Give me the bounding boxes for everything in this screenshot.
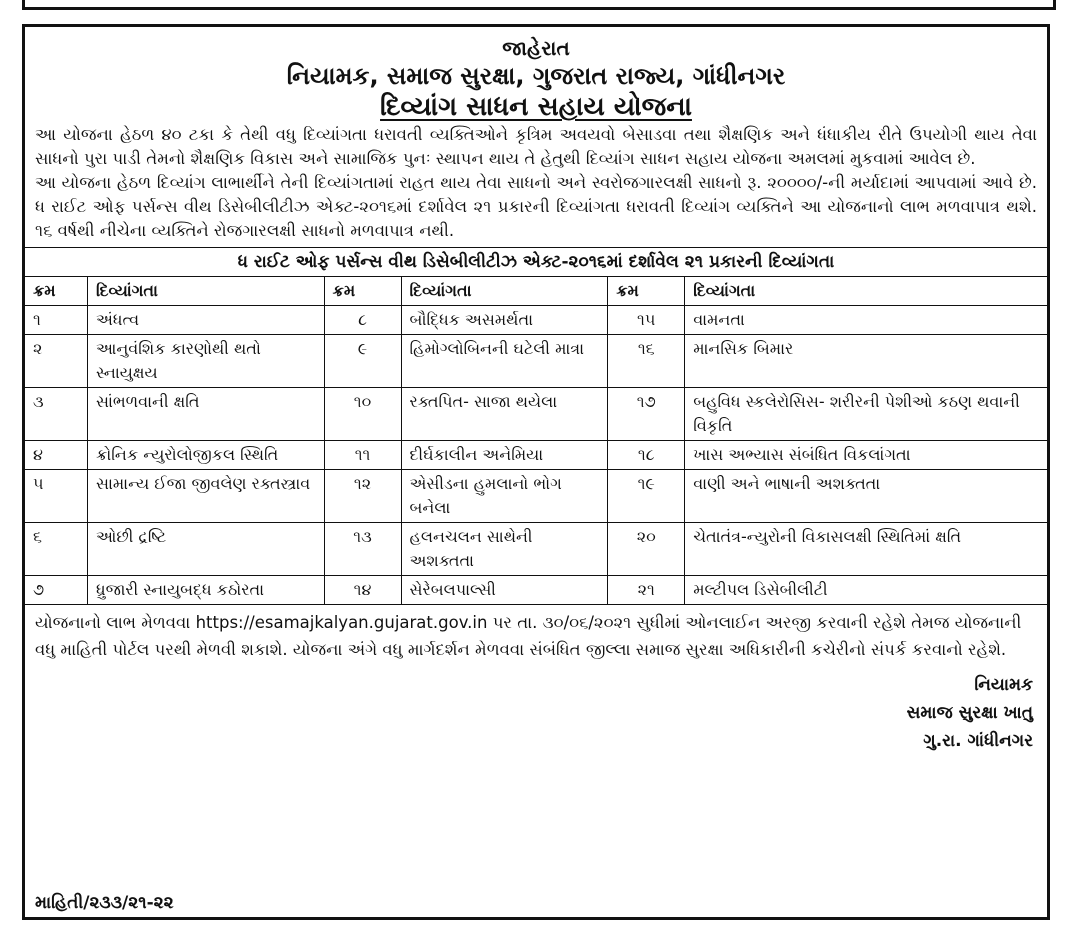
intro-paragraph-2: આ યોજના હેઠળ દિવ્યાંગ લાભાર્થીને તેની દિવ્યાંગતામાં રાહત થાય તેવા સાધનો અને સ્વરોજગારલક્ષી સાધનો રૂ. ૨૦૦૦૦/-ની મર્યાદામાં આપવામાં આવે છે. ધ રાઈટ ઓફ પર્સન્સ વીથ ડિસેબીલીટીઝ એક્ટ-૨૦૧૬માં દર્શાવેલ ૨૧ પ્રકારની દિવ્યાંગતા ધરાવતી દિવ્યાંગ વ્યક્તિને આ યોજનાનો લાભ મળવાપાત્ર થશે. ૧૬ વર્ષથી નીચેના વ્યક્તિને રોજગારલક્ષી સાધનો મળવાપાત્ર નથી. xyxy=(35,173,1037,240)
disability-name: માનસિક બિમાર xyxy=(685,335,1047,388)
previous-ad-border xyxy=(0,0,1080,14)
disability-name: ઓછી દ્રષ્ટિ xyxy=(88,523,325,576)
disability-name: વામનતા xyxy=(685,306,1047,335)
disability-name: બૌદ્ધિક અસમર્થતા xyxy=(401,306,608,335)
portal-link[interactable]: https://esamajkalyan.gujarat.gov.in xyxy=(195,613,488,632)
serial-number: ૧૭ xyxy=(608,388,685,441)
disability-table xyxy=(25,247,1047,605)
table-header-row xyxy=(25,277,1047,306)
serial-number: ૧૯ xyxy=(608,470,685,523)
serial-number: ૬ xyxy=(25,523,88,576)
signature-block xyxy=(25,671,1047,755)
serial-number: ૨૦ xyxy=(608,523,685,576)
serial-number: ૯ xyxy=(324,335,401,388)
table-row xyxy=(25,388,1047,441)
header xyxy=(25,35,1047,123)
table-row xyxy=(25,576,1047,605)
department-title: નિયામક, સમાજ સુરક્ષા, ગુજરાત રાજ્ય, ગાંધીનગર xyxy=(286,62,786,90)
table-caption: ધ રાઈટ ઓફ પર્સન્સ વીથ ડિસેબીલીટીઝ એક્ટ-૨૦૧૬માં દર્શાવેલ ૨૧ પ્રકારની દિવ્યાંગતા xyxy=(25,248,1047,277)
serial-number: ૧૦ xyxy=(324,388,401,441)
disability-name: હિમોગ્લોબિનની ઘટેલી માત્રા xyxy=(401,335,608,388)
serial-number: ૨ xyxy=(25,335,88,388)
disability-name: દીર્ઘકાલીન અનેમિયા xyxy=(401,441,608,470)
serial-number: ૫ xyxy=(25,470,88,523)
serial-number: ૧૬ xyxy=(608,335,685,388)
col-header-no: ક્રમ xyxy=(25,277,88,306)
serial-number: ૮ xyxy=(324,306,401,335)
notice-label: જાહેરાત xyxy=(502,36,570,60)
serial-number: ૨૧ xyxy=(608,576,685,605)
serial-number: ૩ xyxy=(25,388,88,441)
serial-number: ૧૨ xyxy=(324,470,401,523)
disability-name: ખાસ અભ્યાસ સંબંધિત વિકલાંગતા xyxy=(685,441,1047,470)
disability-name: હલનચલન સાથેની અશક્તતા xyxy=(401,523,608,576)
disability-name: મલ્ટીપલ ડિસેબીલીટી xyxy=(685,576,1047,605)
table-row xyxy=(25,441,1047,470)
table-row xyxy=(25,523,1047,576)
advertisement xyxy=(22,24,1050,920)
serial-number: ૧ xyxy=(25,306,88,335)
serial-number: ૧૮ xyxy=(608,441,685,470)
col-header-no: ક્રમ xyxy=(608,277,685,306)
disability-name: એસીડના હુમલાનો ભોગ બનેલા xyxy=(401,470,608,523)
serial-number: ૧૧ xyxy=(324,441,401,470)
signatory-location: ગુ.રા. ગાંધીનગર xyxy=(923,731,1033,751)
serial-number: ૭ xyxy=(25,576,88,605)
table-row xyxy=(25,306,1047,335)
disability-name: સામાન્ય ઈજા જીવલેણ રક્તસ્ત્રાવ xyxy=(88,470,325,523)
table-row xyxy=(25,470,1047,523)
disability-name: સેરેબલપાલ્સી xyxy=(401,576,608,605)
intro-paragraph-1: આ યોજના હેઠળ ૪૦ ટકા કે તેથી વધુ દિવ્યાંગતા ધરાવતી વ્યક્તિઓને કૃત્રિમ અવયવો બેસાડવા તથા શૈક્ષણિક અને ધંધાકીય રીતે ઉપયોગી થાય તેવા સાધનો પુરા પાડી તેમનો શૈક્ષણિક વિકાસ અને સામાજિક પુનઃ સ્થાપન થાય તે હેતુથી દિવ્યાંગ સાધન સહાય યોજના અમલમાં મુકવામાં આવેલ છે. xyxy=(35,125,1037,168)
disability-name: ક્રોનિક ન્યુરોલોજીકલ સ્થિતિ xyxy=(88,441,325,470)
disability-name: ચેતાતંત્ર-ન્યુરોની વિકાસલક્ષી સ્થિતિમાં ક્ષતિ xyxy=(685,523,1047,576)
disability-name: સાંભળવાની ક્ષતિ xyxy=(88,388,325,441)
disability-name: બહુવિધ સ્કલેરોસિસ- શરીરની પેશીઓ કઠણ થવાની વિકૃતિ xyxy=(685,388,1047,441)
disability-name: ધ્રુજારી સ્નાયુબદ્ધ કઠોરતા xyxy=(88,576,325,605)
application-instructions: યોજનાનો લાભ મેળવવા https://esamajkalyan.gujarat.gov.in પર તા. ૩૦/૦૬/૨૦૨૧ સુધીમાં ઓનલાઈન અરજી કરવાની રહેશે તેમજ યોજનાની વધુ માહિતી પોર્ટલ પરથી મેળવી શકાશે. યોજના અંગે વધુ માર્ગદર્શન મેળવવા સંબંધિત જીલ્લા સમાજ સુરક્ષા અધિકારીની કચેરીનો સંપર્ક કરવાનો રહેશે. xyxy=(35,613,1022,659)
serial-number: ૧૪ xyxy=(324,576,401,605)
col-header-name: દિવ્યાંગતા xyxy=(685,277,1047,306)
disability-name: વાણી અને ભાષાની અશક્તતા xyxy=(685,470,1047,523)
scheme-title: દિવ્યાંગ સાધન સહાય યોજના xyxy=(380,92,692,122)
col-header-no: ક્રમ xyxy=(324,277,401,306)
disability-name: આનુવંશિક કારણોથી થતો સ્નાયુક્ષય xyxy=(88,335,325,388)
signatory-department: સમાજ સુરક્ષા ખાતુ xyxy=(906,703,1033,723)
serial-number: ૧૫ xyxy=(608,306,685,335)
serial-number: ૧૩ xyxy=(324,523,401,576)
signatory-title: નિયામક xyxy=(974,675,1033,695)
serial-number: ૪ xyxy=(25,441,88,470)
disability-name: રક્તપિત- સાજા થયેલા xyxy=(401,388,608,441)
col-header-name: દિવ્યાંગતા xyxy=(401,277,608,306)
reference-number: માહિતી/૨૩૩/૨૧-૨૨ xyxy=(35,893,174,913)
col-header-name: દિવ્યાંગતા xyxy=(88,277,325,306)
table-row xyxy=(25,335,1047,388)
disability-name: અંધત્વ xyxy=(88,306,325,335)
